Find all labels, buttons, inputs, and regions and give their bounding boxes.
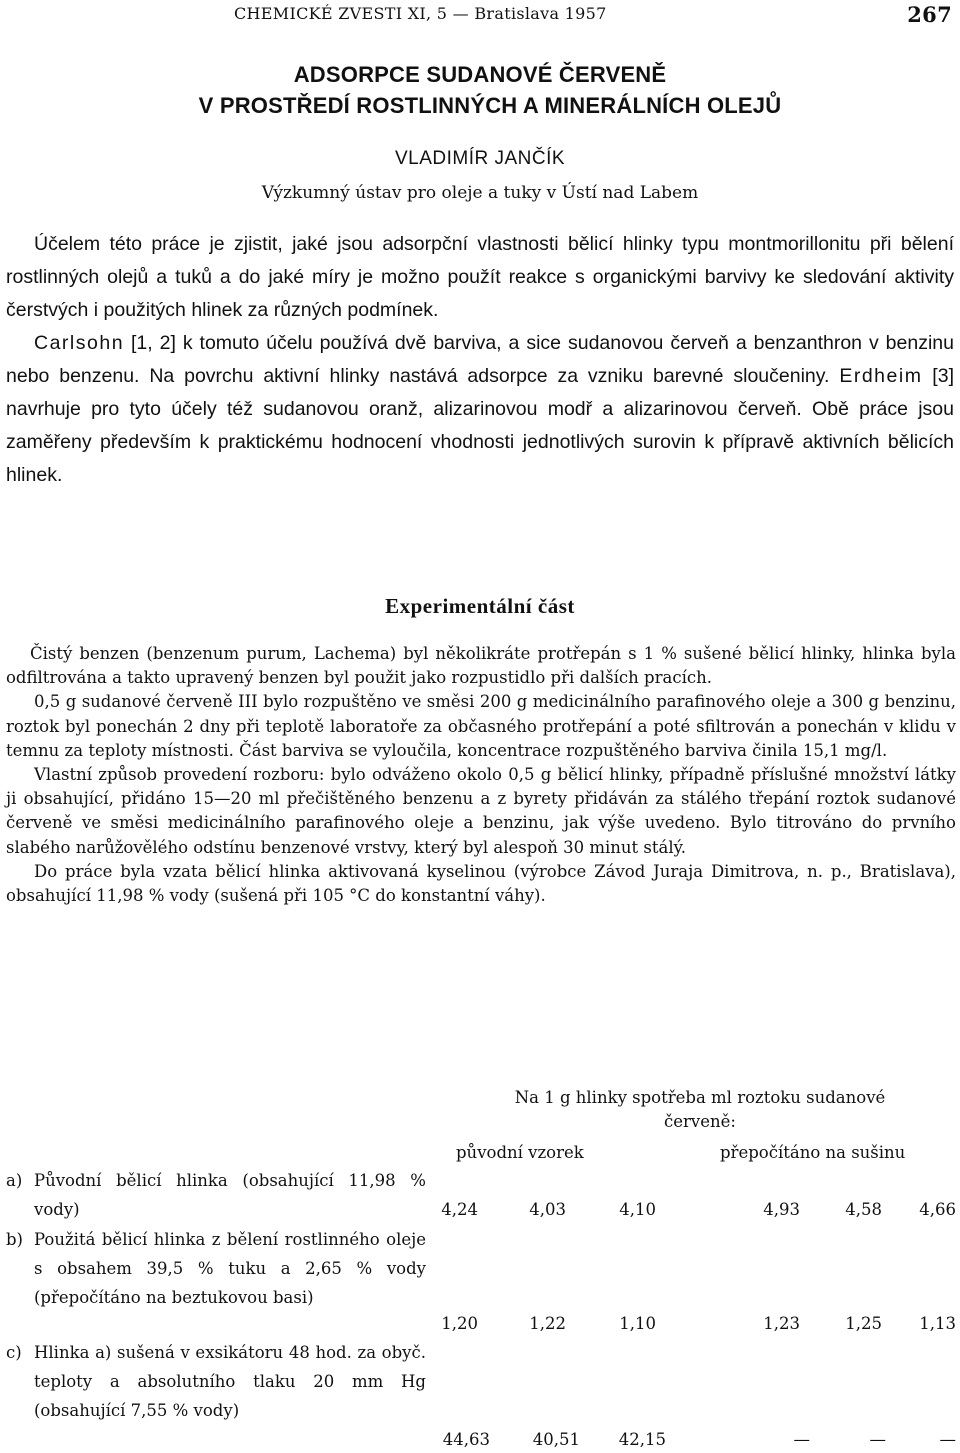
abstract-text-b: [3] navrhuje pro tyto účely též sudanovou oranž, alizarinovou modř a alizarinovou červeň. Obě práce jsou zaměřeny především k praktickému hodnocení vhodnosti jednotlivých surovin k přípravě aktivních bělicích hlinek. xyxy=(6,365,954,486)
abstract xyxy=(6,228,954,492)
table-cell: 4,24 xyxy=(441,1200,478,1219)
row-description: Použitá bělicí hlinka z bělení rostlinného oleje s obsahem 39,5 % tuku a 2,65 % vody (přepočítáno na beztukovou basi) xyxy=(34,1230,426,1307)
table-cell: — xyxy=(793,1430,810,1449)
table-cell: 4,93 xyxy=(763,1200,800,1219)
row-letter: a) xyxy=(6,1171,23,1190)
table-cell: 4,03 xyxy=(529,1200,566,1219)
table-cell: 40,51 xyxy=(532,1430,580,1449)
body-paragraph-1: Čistý benzen (benzenum purum, Lachema) byl několikráte protřepán s 1 % sušené bělicí hlinky, hlinka byla odfiltrována a takto upravený benzen byl použit jako rozpustidlo při dalších pracích. xyxy=(6,644,956,688)
row-description: Původní bělicí hlinka (obsahující 11,98 % vody) xyxy=(34,1171,426,1219)
table-cell: 1,25 xyxy=(845,1314,882,1333)
table-row-label xyxy=(6,1338,426,1425)
cited-author-carlsohn: Carlsohn xyxy=(34,332,125,354)
row-letter: b) xyxy=(6,1230,23,1249)
table-cell: 1,13 xyxy=(919,1314,956,1333)
table-header-top: Na 1 g hlinky spotřeba ml roztoku sudanové červeně: xyxy=(514,1088,886,1131)
table-cell: — xyxy=(869,1430,886,1449)
table-cell: — xyxy=(939,1430,956,1449)
body-paragraph-4: Do práce byla vzata bělicí hlinka aktivovaná kyselinou (výrobce Závod Juraja Dimitrova, n. p., Bratislava), obsahující 11,98 % vody (sušená při 105 °C do konstantní váhy). xyxy=(6,861,956,906)
body-paragraph-3: Vlastní způsob provedení rozboru: bylo odváženo okolo 0,5 g bělicí hlinky, případně příslušné množství látky ji obsahující, přidáno 15—20 ml přečištěného benzenu a z byrety přidáván za stálého třepání roztok sudanové červeně ve směsi medicinálního parafinového oleje a benzinu, jak výše uvedeno. Bylo titrováno do prvního slabého narůžovělého odstínu benzenové vrstvy, který byl alespoň 30 minut stálý. xyxy=(6,765,956,857)
page-number: 267 xyxy=(907,2,952,27)
body-paragraph-2: 0,5 g sudanové červeně III bylo rozpuštěno ve směsi 200 g medicinálního parafinového oleje a 300 g benzinu, roztok byl ponechán 2 dny při teplotě laboratoře za občasného protřepání a poté sfiltrován a ponechán v klidu v temnu za teploty místnosti. Část barviva se vyloučila, koncentrace rozpuštěného barviva činila 15,1 mg/l. xyxy=(6,692,956,760)
author-affiliation: Výzkumný ústav pro oleje a tuky v Ústí nad Labem xyxy=(261,183,699,203)
abstract-paragraph-2 xyxy=(6,327,954,492)
row-letter: c) xyxy=(6,1343,22,1362)
table-column-group-dry-basis: přepočítáno na sušinu xyxy=(720,1143,906,1162)
cited-author-erdheim: Erdheim xyxy=(839,365,923,387)
table-cell: 4,58 xyxy=(845,1200,882,1219)
section-body xyxy=(6,642,956,908)
article-title-line-2: V PROSTŘEDÍ ROSTLINNÝCH A MINERÁLNÍCH OLEJŮ xyxy=(198,93,782,118)
abstract-text-a: [1, 2] k tomuto účelu používá dvě barviva, a sice sudanovou červeň a benzanthron v benzinu nebo benzenu. Na povrchu aktivní hlinky nastává adsorpce za vzniku barevné sloučeniny. xyxy=(6,332,954,387)
table-cell: 1,22 xyxy=(529,1314,566,1333)
table-cell: 1,10 xyxy=(619,1314,656,1333)
table-column-group-original: původní vzorek xyxy=(456,1143,584,1162)
table-cell: 42,15 xyxy=(618,1430,666,1449)
section-heading: Experimentální část xyxy=(385,594,575,618)
author-name: VLADIMÍR JANČÍK xyxy=(394,148,566,169)
row-description: Hlinka a) sušená v exsikátoru 48 hod. za obyč. teploty a absolutního tlaku 20 mm Hg (obsahující 7,55 % vody) xyxy=(34,1343,426,1420)
table-cell: 4,10 xyxy=(619,1200,656,1219)
table-cell: 1,23 xyxy=(763,1314,800,1333)
table-row-label xyxy=(6,1166,426,1224)
table-cell: 1,20 xyxy=(441,1314,478,1333)
table-row-label xyxy=(6,1225,426,1312)
running-header xyxy=(8,2,952,32)
table-cell: 44,63 xyxy=(442,1430,490,1449)
journal-citation: CHEMICKÉ ZVESTI XI, 5 — Bratislava 1957 xyxy=(234,4,607,23)
table-cell: 4,66 xyxy=(919,1200,956,1219)
article-title-line-1: ADSORPCE SUDANOVÉ ČERVENĚ xyxy=(293,62,667,87)
abstract-paragraph-1: Účelem této práce je zjistit, jaké jsou adsorpční vlastnosti bělicí hlinky typu montmorillonitu při bělení rostlinných olejů a tuků a do jaké míry je možno použít reakce s organickými barvivy ke sledování aktivity čerstvých i použitých hlinek za různých podmínek. xyxy=(6,233,954,321)
